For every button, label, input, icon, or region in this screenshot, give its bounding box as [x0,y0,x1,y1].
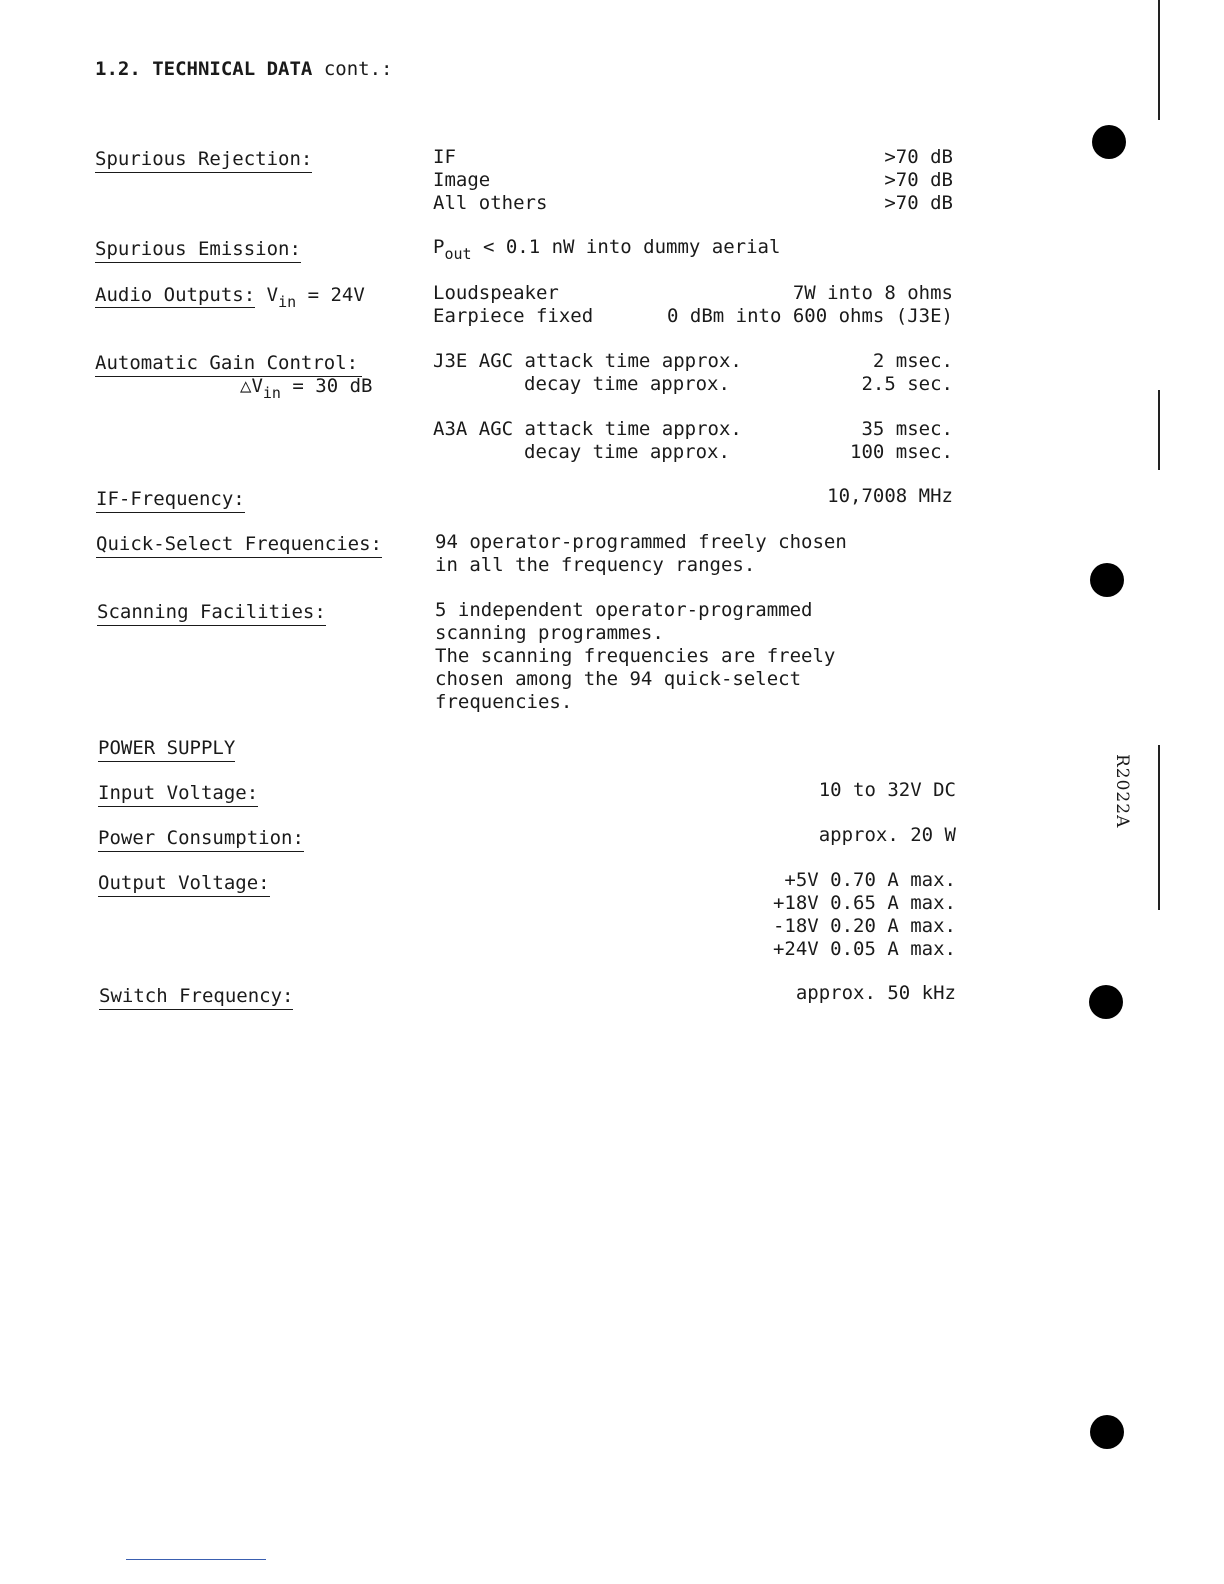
output-voltage-line-2: +18V 0.65 A max. [772,892,956,914]
bottom-rule [126,1559,266,1560]
output-voltage-line-3: -18V 0.20 A max. [772,915,956,937]
if-frequency-label: IF-Frequency: [96,488,245,513]
pout-symbol: P [433,236,445,258]
output-voltage-line-4: +24V 0.05 A max. [772,938,956,960]
vin-subscript: in [278,293,297,311]
page-edge-line-2 [1158,390,1160,470]
scanning-label: Scanning Facilities: [97,601,326,626]
page-heading [95,58,392,81]
pout-subscript: out [444,245,472,263]
audio-outputs-label: Audio Outputs: [95,284,256,306]
a3a-decay-value: 100 msec. [850,441,953,463]
quick-select-line-1: 94 operator-programmed freely chosen [435,531,847,553]
scanning-line-3: The scanning frequencies are freely [435,645,836,667]
vin-symbol: V [266,284,279,306]
a3a-attack-label: A3A AGC attack time approx. [433,418,742,440]
power-supply-heading: POWER SUPPLY [98,737,235,762]
spurious-rejection-image-value: >70 dB [884,169,953,191]
a3a-decay-label: decay time approx. [524,441,730,463]
quick-select-label: Quick-Select Frequencies: [96,533,382,558]
output-voltage-line-1: +5V 0.70 A max. [784,869,956,891]
agc-delta-vin [240,375,373,402]
power-consumption-value: approx. 20 W [818,824,956,846]
j3e-decay-value: 2.5 sec. [861,373,953,395]
punch-hole-3 [1089,985,1123,1019]
page-edge-line-1 [1158,0,1160,120]
spurious-rejection-others-value: >70 dB [884,192,953,214]
section-number: 1.2. [95,58,141,80]
agc-label: Automatic Gain Control: [95,352,362,377]
agc-vin-value: = 30 dB [280,375,373,397]
earpiece-value: 0 dBm into 600 ohms (J3E) [667,305,953,327]
j3e-decay-label: decay time approx. [524,373,730,395]
section-suffix: cont.: [323,58,393,80]
punch-hole-1 [1092,125,1126,159]
audio-outputs-heading [95,284,365,311]
agc-vin-subscript: in [262,384,281,402]
spurious-emission-text [433,236,781,263]
quick-select-line-2: in all the frequency ranges. [435,554,756,576]
spurious-rejection-image-name: Image [433,169,491,191]
a3a-attack-value: 35 msec. [861,418,953,440]
spurious-rejection-others-name: All others [433,192,548,214]
switch-frequency-value: approx. 50 kHz [795,982,956,1004]
spurious-rejection-if-name: IF [433,146,456,168]
loudspeaker-name: Loudspeaker [433,282,559,304]
punch-hole-4 [1090,1415,1124,1449]
page-edge-line-3 [1158,745,1160,910]
spurious-emission-value: < 0.1 nW into dummy aerial [471,236,781,258]
punch-hole-2 [1090,563,1124,597]
vin-value: = 24V [296,284,365,306]
section-title: TECHNICAL DATA [152,58,313,80]
spurious-emission-label: Spurious Emission: [95,238,301,263]
output-voltage-label: Output Voltage: [98,872,270,897]
spurious-rejection-label: Spurious Rejection: [95,148,312,173]
earpiece-name: Earpiece fixed [433,305,594,327]
scanning-line-1: 5 independent operator-programmed [435,599,813,621]
switch-frequency-label: Switch Frequency: [99,985,293,1010]
if-frequency-value: 10,7008 MHz [827,485,953,507]
power-consumption-label: Power Consumption: [98,827,304,852]
j3e-attack-value: 2 msec. [872,350,953,372]
scanning-line-4: chosen among the 94 quick-select [435,668,802,690]
scanning-line-5: frequencies. [435,691,573,713]
input-voltage-value: 10 to 32V DC [818,779,956,801]
scanning-line-2: scanning programmes. [435,622,664,644]
j3e-attack-label: J3E AGC attack time approx. [433,350,742,372]
delta-icon: △ [240,375,252,397]
spurious-rejection-if-value: >70 dB [884,146,953,168]
agc-vin-symbol: V [251,375,263,397]
loudspeaker-value: 7W into 8 ohms [792,282,953,304]
input-voltage-label: Input Voltage: [98,782,258,807]
document-code: R2022A [1112,754,1132,829]
